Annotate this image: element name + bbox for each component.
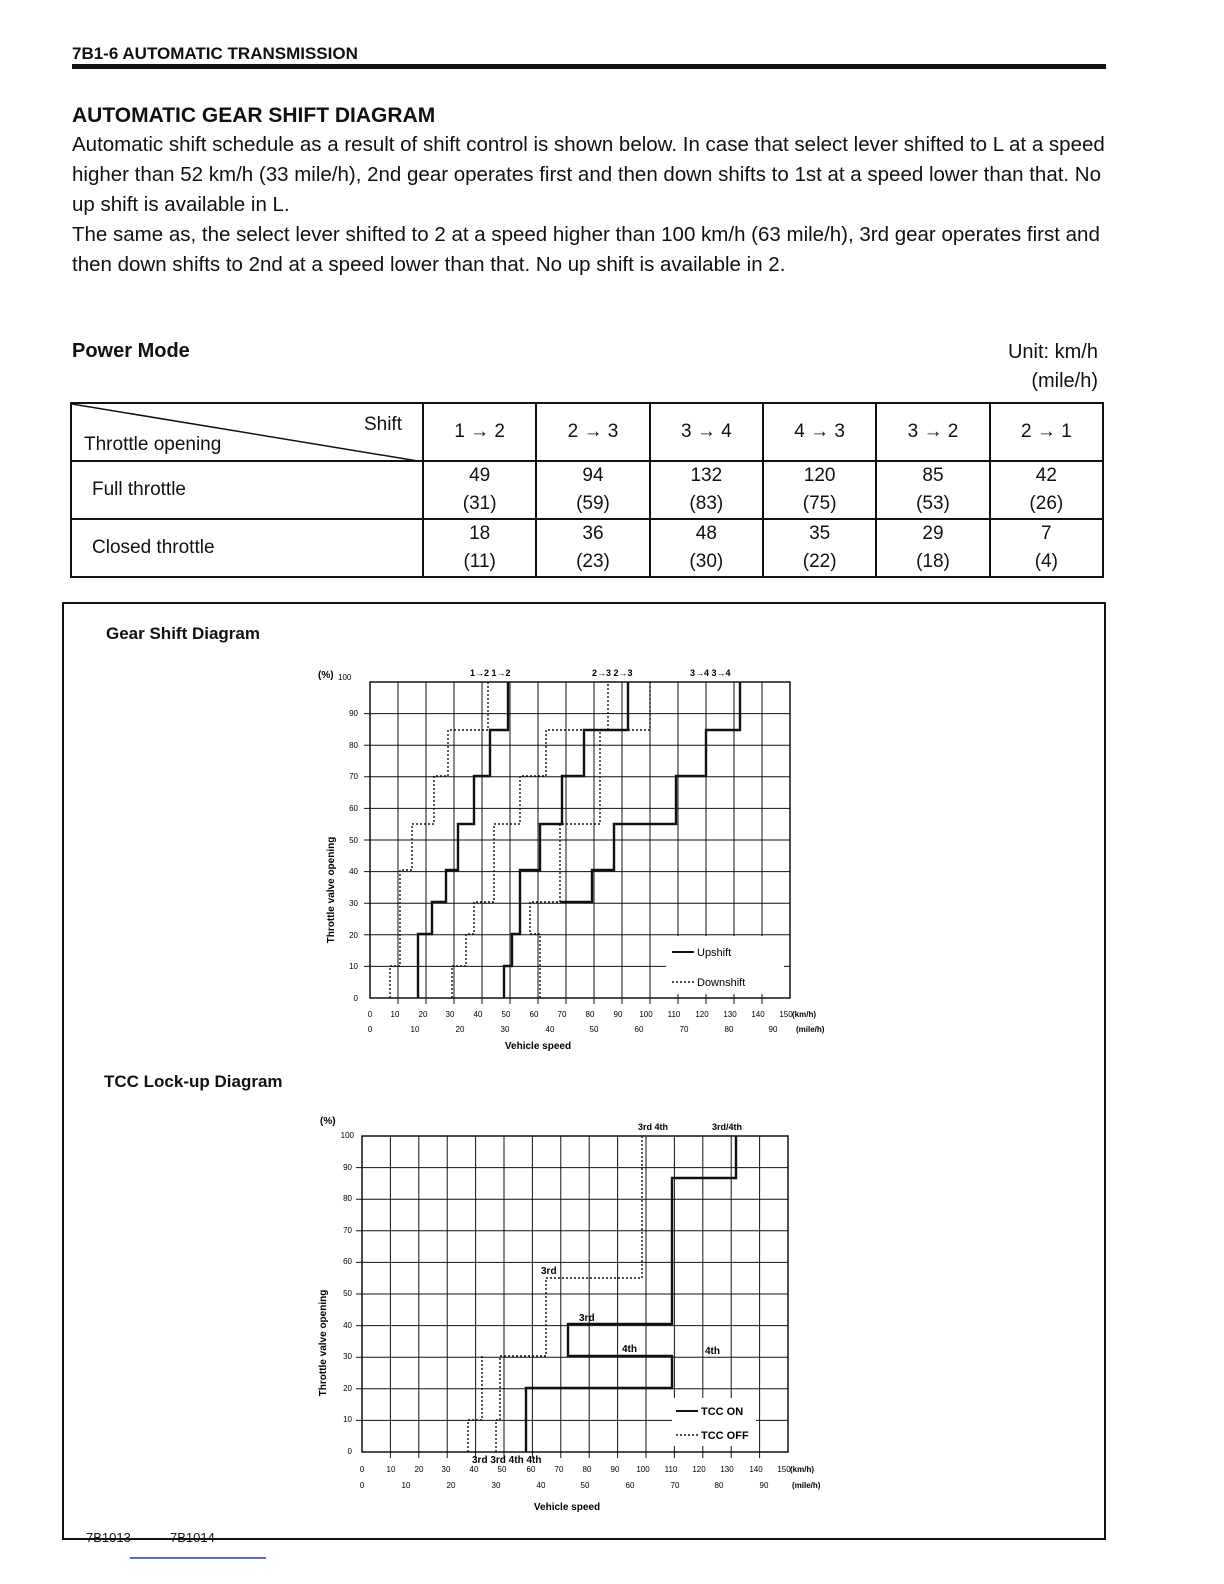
y-tick-label: 0 xyxy=(353,994,358,1003)
y-tick-label: 100 xyxy=(338,673,352,682)
x-tick-label: 150 xyxy=(777,1465,791,1474)
intro-paragraph-2: The same as, the select lever shifted to 2 at a speed higher than 100 km/h (63 mile/h), 3rd gear operates first and then down shifts to 2nd at a speed lower than that. No up shift is available in 2. xyxy=(72,223,1100,276)
footer-code-right: 7B1014 xyxy=(170,1530,215,1545)
tcc-lockup-chart xyxy=(0,1108,1224,1528)
x-tick-label: 110 xyxy=(664,1465,678,1474)
shift-speed-table xyxy=(70,402,1104,578)
cell-kmh: 85 xyxy=(922,465,944,486)
cell-kmh: 132 xyxy=(690,465,723,486)
cell-mph: (31) xyxy=(462,493,497,514)
table-cell xyxy=(536,519,649,577)
x-axis-label: Vehicle speed xyxy=(533,1502,601,1513)
y-tick-label: 0 xyxy=(347,1447,352,1456)
y-axis-label: Throttle valve opening xyxy=(326,836,337,944)
page-header: 7B1-6 AUTOMATIC TRANSMISSION xyxy=(72,44,358,63)
x-tick-label: 50 xyxy=(497,1465,507,1474)
legend-upshift-label: Upshift xyxy=(697,947,732,959)
table-cell xyxy=(650,461,763,519)
x-tick-label: 40 xyxy=(469,1465,479,1474)
table-cell xyxy=(423,461,536,519)
cell-kmh: 29 xyxy=(922,523,944,544)
x-tick-label: 80 xyxy=(582,1465,592,1474)
cell-kmh: 49 xyxy=(469,465,491,486)
cell-kmh: 42 xyxy=(1035,465,1057,486)
tcc-label-4th: 4th xyxy=(622,1344,637,1355)
table-cell xyxy=(536,461,649,519)
unit-label xyxy=(960,338,1098,396)
percent-label: (%) xyxy=(318,670,334,681)
x-tick-label: 90 xyxy=(613,1010,623,1019)
tcc-label-3rd: 3rd xyxy=(579,1313,595,1324)
top-label-3rd-4th-b: 3rd/4th xyxy=(712,1122,743,1132)
tcc-x-ticks xyxy=(360,1465,821,1490)
x-tick-label: 20 xyxy=(446,1481,456,1490)
col-header: 2 → 1 xyxy=(990,403,1103,461)
top-label-23: 2→3 2→3 xyxy=(592,668,633,678)
top-label-12: 1→2 1→2 xyxy=(470,668,511,678)
y-tick-label: 90 xyxy=(343,1163,352,1172)
gear-x-ticks xyxy=(368,1010,825,1034)
x-tick-label: 0 xyxy=(367,1010,373,1019)
y-tick-label: 30 xyxy=(349,899,358,908)
tcc-legend xyxy=(672,1398,756,1446)
x-tick-label: 130 xyxy=(720,1465,734,1474)
row-label: Closed throttle xyxy=(71,519,423,577)
cell-mph: (4) xyxy=(1034,551,1058,572)
x-tick-label: 110 xyxy=(667,1010,681,1019)
x-tick-label: 30 xyxy=(491,1481,501,1490)
x-tick-label: 20 xyxy=(418,1010,428,1019)
x-tick-label: 80 xyxy=(585,1010,595,1019)
top-label-34: 3→4 3→4 xyxy=(690,668,731,678)
x-tick-label: 50 xyxy=(589,1025,599,1034)
y-tick-label: 40 xyxy=(349,867,358,876)
table-row-full-throttle xyxy=(71,461,1103,519)
x-tick-label: 60 xyxy=(529,1010,539,1019)
percent-label: (%) xyxy=(320,1116,336,1127)
tcc-diagram-title: TCC Lock-up Diagram xyxy=(104,1072,283,1091)
cell-mph: (26) xyxy=(1029,493,1064,514)
footer-code-left: 7B1013 xyxy=(86,1530,131,1545)
cell-kmh: 94 xyxy=(582,465,604,486)
x-tick-label: 80 xyxy=(724,1025,734,1034)
cell-mph: (75) xyxy=(802,493,837,514)
x-tick-label: 140 xyxy=(749,1465,763,1474)
x-tick-label: 60 xyxy=(634,1025,644,1034)
cell-kmh: 7 xyxy=(1041,523,1052,544)
cell-kmh: 120 xyxy=(803,465,836,486)
x-tick-label: 20 xyxy=(414,1465,424,1474)
x-tick-label: 10 xyxy=(386,1465,396,1474)
y-tick-label: 20 xyxy=(349,931,358,940)
tcc-y-ticks xyxy=(341,1131,355,1456)
y-tick-label: 20 xyxy=(343,1384,352,1393)
col-header: 4 → 3 xyxy=(763,403,876,461)
x-tick-label: 100 xyxy=(636,1465,650,1474)
x-tick-label: 90 xyxy=(610,1465,620,1474)
power-mode-label: Power Mode xyxy=(72,340,190,362)
corner-throttle-label: Throttle opening xyxy=(84,434,222,455)
x-tick-label: 10 xyxy=(410,1025,420,1034)
x-tick-label: 120 xyxy=(695,1010,709,1019)
col-header: 1 → 2 xyxy=(423,403,536,461)
x-tick-label: 100 xyxy=(639,1010,653,1019)
gear-shift-chart xyxy=(0,660,1224,1120)
footer-underline xyxy=(130,1557,266,1559)
x-tick-label: 40 xyxy=(545,1025,555,1034)
y-tick-label: 10 xyxy=(343,1415,352,1424)
cell-kmh: 48 xyxy=(695,523,717,544)
col-header: 3 → 4 xyxy=(650,403,763,461)
y-tick-label: 80 xyxy=(349,741,358,750)
x-tick-label: 90 xyxy=(768,1025,778,1034)
legend-tcc-off-label: TCC OFF xyxy=(701,1430,749,1442)
x-tick-label: 50 xyxy=(501,1010,511,1019)
section-title: AUTOMATIC GEAR SHIFT DIAGRAM xyxy=(72,104,436,127)
x-tick-label: 60 xyxy=(526,1465,536,1474)
intro-paragraph-1: Automatic shift schedule as a result of shift control is shown below. In case that select lever shifted to L at a speed higher than 52 km/h (33 mile/h), 2nd gear operates first and then down shifts to 1st at a speed lower than that. No up shift is available in L. xyxy=(72,133,1105,216)
cell-mph: (23) xyxy=(576,551,610,572)
y-tick-label: 10 xyxy=(349,962,358,971)
x-tick-label: 70 xyxy=(554,1465,564,1474)
x-tick-label: 130 xyxy=(723,1010,737,1019)
table-corner-cell xyxy=(71,403,423,461)
x-tick-label: 60 xyxy=(625,1481,635,1490)
x-tick-label: 0 xyxy=(359,1465,365,1474)
gear-legend xyxy=(666,936,784,994)
y-tick-label: 50 xyxy=(349,836,358,845)
y-tick-label: 60 xyxy=(349,804,358,813)
x-unit-kmh: (km/h) xyxy=(790,1465,814,1474)
gear-y-ticks xyxy=(349,709,358,1003)
unit-mph: (mile/h) xyxy=(1031,370,1098,392)
x-tick-label: 80 xyxy=(714,1481,724,1490)
table-row-closed-throttle xyxy=(71,519,1103,577)
y-tick-label: 100 xyxy=(340,1131,354,1140)
table-cell xyxy=(876,461,989,519)
y-tick-label: 50 xyxy=(343,1289,352,1298)
y-tick-label: 40 xyxy=(343,1321,352,1330)
x-tick-label: 40 xyxy=(473,1010,483,1019)
tcc-label-4th: 4th xyxy=(705,1346,720,1357)
x-tick-label: 140 xyxy=(751,1010,765,1019)
table-cell xyxy=(763,461,876,519)
cell-mph: (30) xyxy=(689,551,724,572)
x-tick-label: 0 xyxy=(367,1025,373,1034)
x-tick-label: 150 xyxy=(779,1010,793,1019)
x-unit-kmh: (km/h) xyxy=(792,1010,816,1019)
x-tick-label: 10 xyxy=(401,1481,411,1490)
x-tick-label: 10 xyxy=(390,1010,400,1019)
table-cell xyxy=(423,519,536,577)
x-tick-label: 50 xyxy=(580,1481,590,1490)
x-tick-label: 30 xyxy=(445,1010,455,1019)
table-cell xyxy=(990,519,1103,577)
y-tick-label: 60 xyxy=(343,1257,352,1266)
cell-kmh: 18 xyxy=(469,523,491,544)
x-tick-label: 40 xyxy=(536,1481,546,1490)
y-axis-label: Throttle valve opening xyxy=(318,1289,329,1397)
y-tick-label: 70 xyxy=(349,772,358,781)
legend-tcc-on-label: TCC ON xyxy=(701,1406,744,1418)
cell-mph: (59) xyxy=(576,493,610,514)
table-cell xyxy=(990,461,1103,519)
x-tick-label: 20 xyxy=(455,1025,465,1034)
table-cell xyxy=(650,519,763,577)
x-tick-label: 70 xyxy=(557,1010,567,1019)
x-tick-label: 0 xyxy=(359,1481,365,1490)
x-axis-label: Vehicle speed xyxy=(504,1041,572,1052)
corner-shift-label: Shift xyxy=(363,414,402,435)
x-tick-label: 90 xyxy=(759,1481,769,1490)
top-label-3rd-4th: 3rd 4th xyxy=(638,1122,669,1132)
cell-mph: (18) xyxy=(916,551,950,572)
col-header: 3 → 2 xyxy=(876,403,989,461)
table-cell xyxy=(763,519,876,577)
tcc-bottom-labels: 3rd 3rd 4th 4th xyxy=(472,1455,542,1466)
x-unit-mph: (mile/h) xyxy=(796,1025,825,1034)
y-tick-label: 80 xyxy=(343,1194,352,1203)
tcc-label-3rd: 3rd xyxy=(541,1266,557,1277)
gear-shift-diagram-title: Gear Shift Diagram xyxy=(106,624,260,643)
unit-kmh: Unit: km/h xyxy=(1007,341,1098,363)
cell-mph: (11) xyxy=(463,551,496,572)
x-tick-label: 30 xyxy=(500,1025,510,1034)
cell-kmh: 35 xyxy=(809,523,831,544)
y-tick-label: 30 xyxy=(343,1352,352,1361)
x-tick-label: 120 xyxy=(692,1465,706,1474)
legend-downshift-label: Downshift xyxy=(697,977,746,989)
cell-mph: (83) xyxy=(689,493,724,514)
x-tick-label: 70 xyxy=(670,1481,680,1490)
cell-mph: (53) xyxy=(916,493,950,514)
x-unit-mph: (mile/h) xyxy=(792,1481,821,1490)
y-tick-label: 70 xyxy=(343,1226,352,1235)
header-rule xyxy=(72,64,1106,69)
col-header: 2 → 3 xyxy=(536,403,649,461)
cell-mph: (22) xyxy=(802,551,837,572)
cell-kmh: 36 xyxy=(582,523,604,544)
x-tick-label: 30 xyxy=(441,1465,451,1474)
table-cell xyxy=(876,519,989,577)
y-tick-label: 90 xyxy=(349,709,358,718)
tcc-off-line xyxy=(468,1356,482,1452)
row-label: Full throttle xyxy=(71,461,423,519)
x-tick-label: 70 xyxy=(679,1025,689,1034)
